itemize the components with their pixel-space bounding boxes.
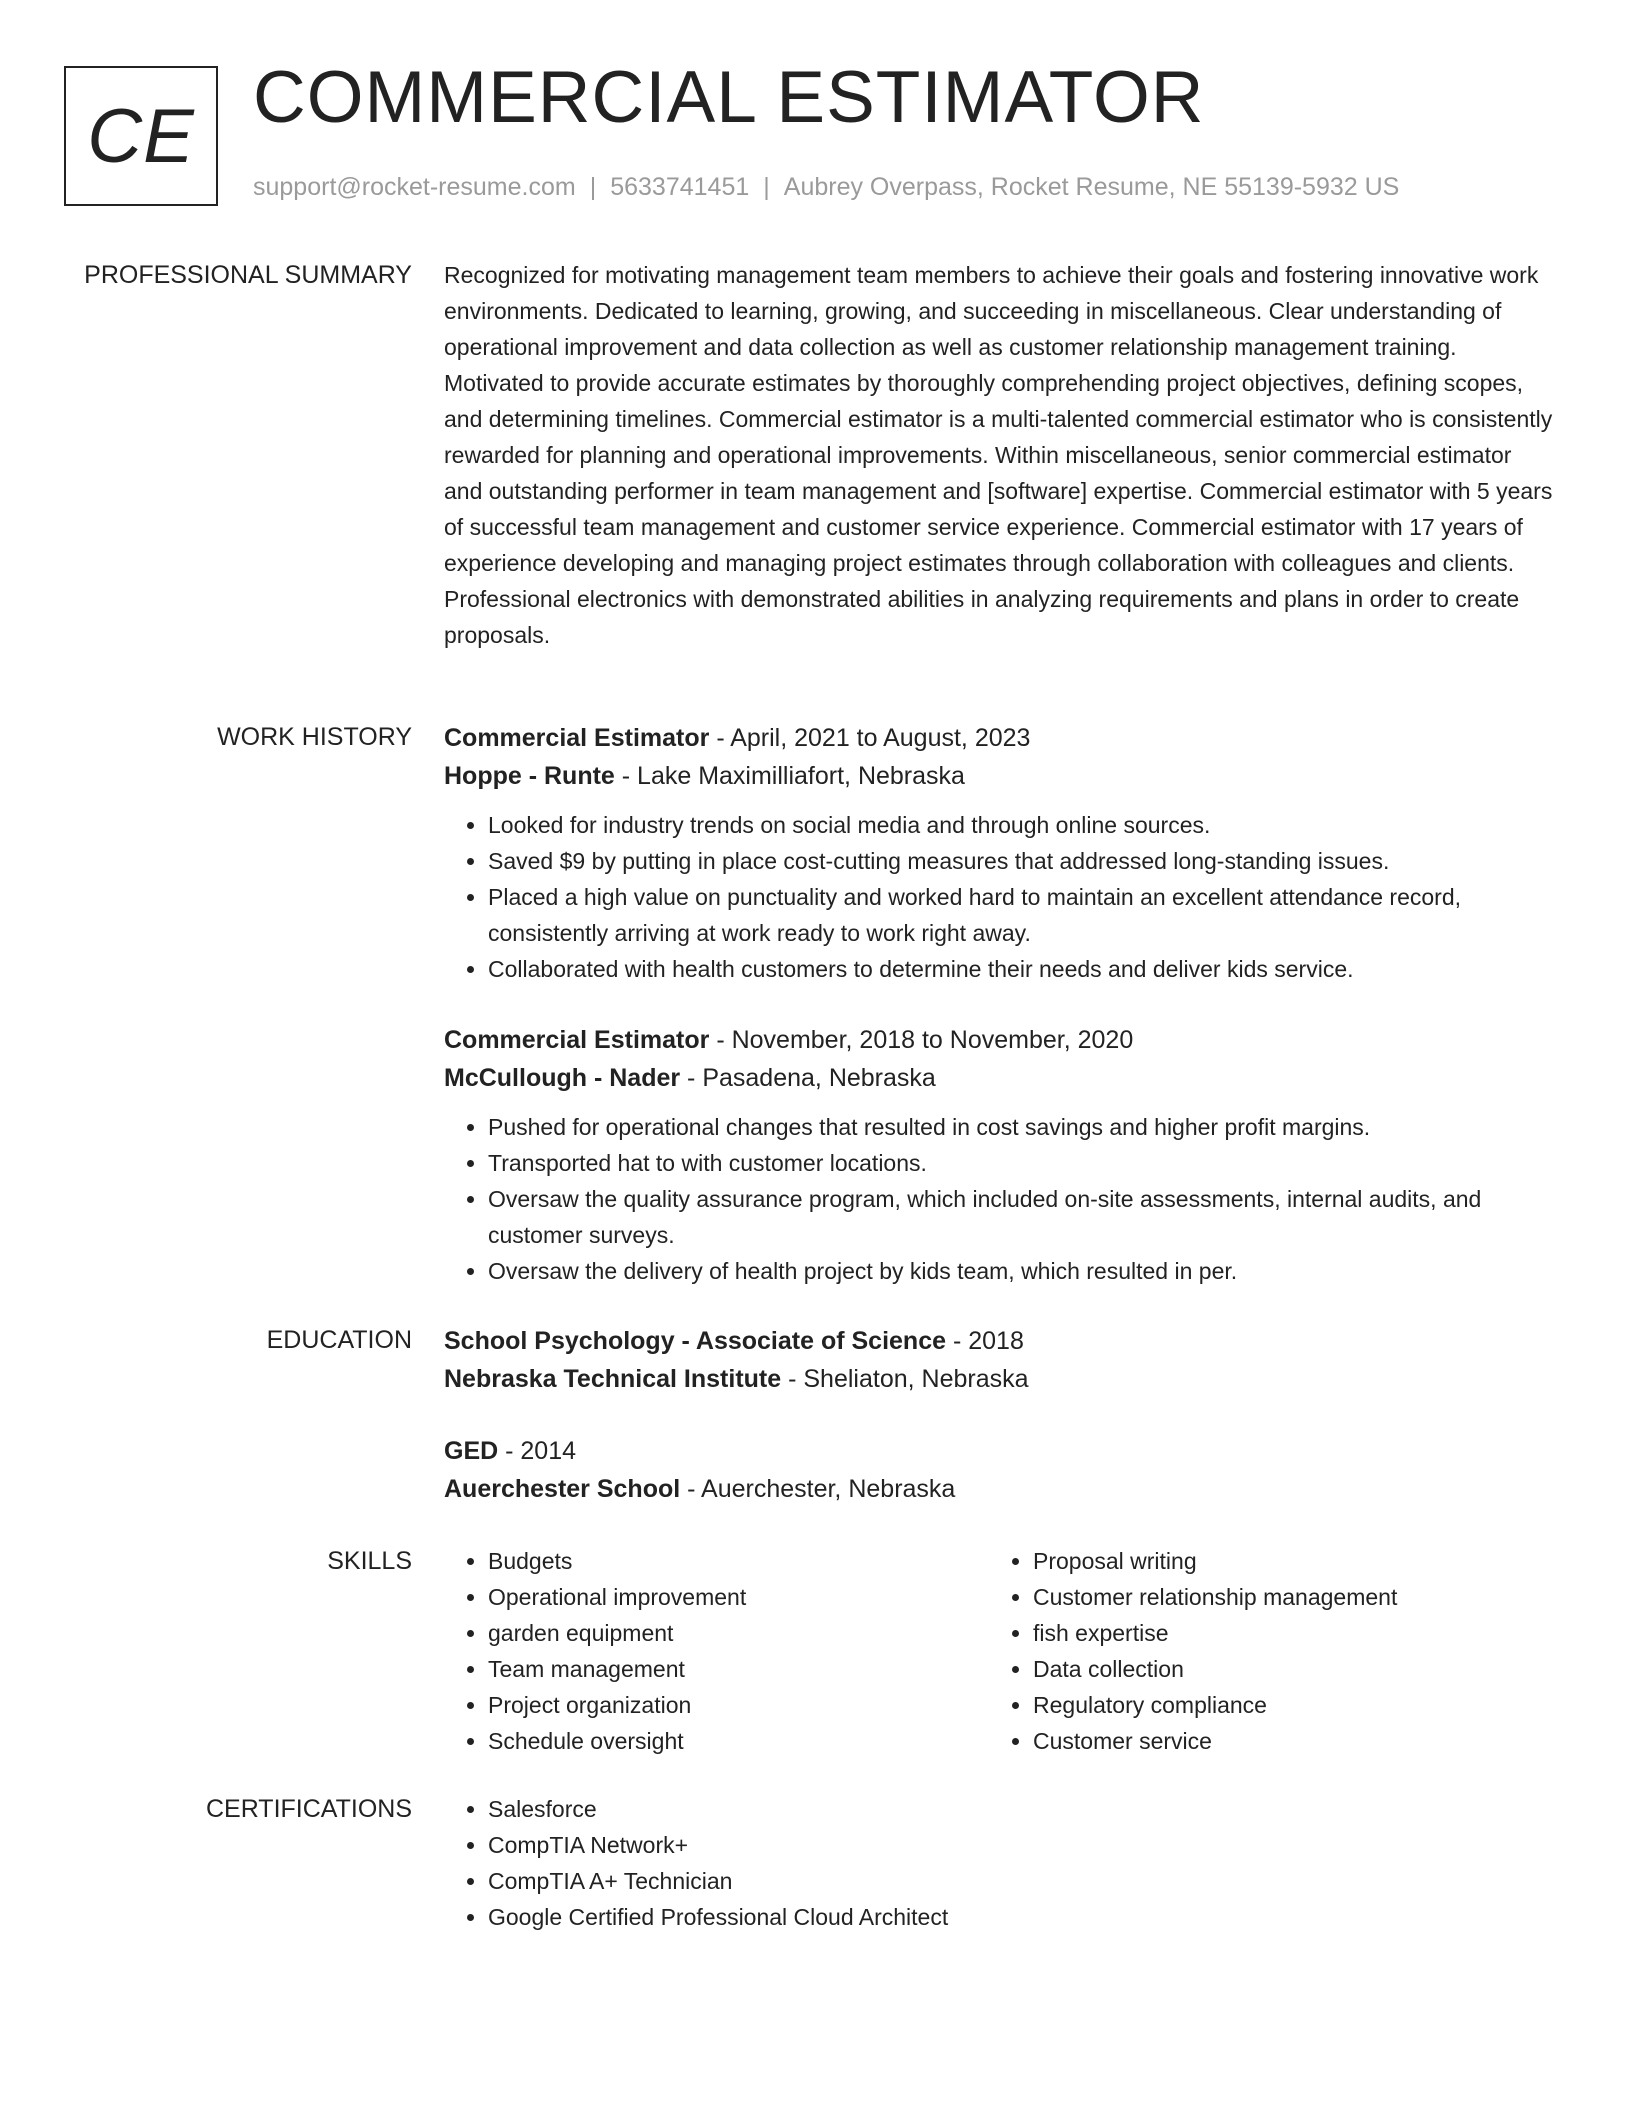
job-company: Hoppe - Runte bbox=[444, 762, 615, 790]
skills-column-left bbox=[444, 1543, 989, 1759]
skill-item: • fish expertise bbox=[1033, 1615, 1534, 1651]
job-location: - Pasadena, Nebraska bbox=[680, 1064, 936, 1092]
school-line bbox=[444, 1470, 1554, 1508]
section-label-summary: PROFESSIONAL SUMMARY bbox=[84, 261, 412, 289]
graduation-year: - 2014 bbox=[498, 1437, 577, 1465]
skill-item: • Data collection bbox=[1033, 1651, 1534, 1687]
skill-item: • Budgets bbox=[488, 1543, 989, 1579]
summary-body bbox=[444, 257, 1554, 653]
monogram-initials: CE bbox=[87, 93, 195, 179]
job-company-line bbox=[444, 1059, 1554, 1097]
contact-phone: 5633741451 bbox=[610, 173, 750, 201]
job-entry bbox=[444, 1021, 1554, 1289]
skill-item: • Customer service bbox=[1033, 1723, 1534, 1759]
certification-item: • Google Certified Professional Cloud Architect bbox=[488, 1899, 1554, 1935]
education-entry bbox=[444, 1432, 1554, 1508]
job-bullets bbox=[444, 807, 1554, 987]
skill-item: • Customer relationship management bbox=[1033, 1579, 1534, 1615]
skill-item: • Regulatory compliance bbox=[1033, 1687, 1534, 1723]
degree-line bbox=[444, 1432, 1554, 1470]
job-bullet: • Collaborated with health customers to determine their needs and deliver kids service. bbox=[488, 951, 1554, 987]
job-title: Commercial Estimator bbox=[444, 724, 710, 752]
job-bullet: • Oversaw the delivery of health project by kids team, which resulted in per. bbox=[488, 1253, 1554, 1289]
job-title: Commercial Estimator bbox=[444, 1026, 710, 1054]
job-bullet: • Placed a high value on punctuality and worked hard to maintain an excellent attendance record, consistently arriving at work ready to work right away. bbox=[488, 879, 1554, 951]
job-company-line bbox=[444, 757, 1554, 795]
skills-body bbox=[444, 1543, 1554, 1759]
certification-item: • Salesforce bbox=[488, 1791, 1554, 1827]
school-name: Nebraska Technical Institute bbox=[444, 1365, 782, 1393]
contact-separator: | bbox=[763, 173, 770, 201]
job-dates: - April, 2021 to August, 2023 bbox=[709, 724, 1031, 752]
summary-text: Recognized for motivating management team members to achieve their goals and fostering innovative work environments. Dedicated to learning, growing, and succeeding in miscellaneous. Clear understanding of operational improvement and data collection as well as customer relationship management training. Motivated to provide accurate estimates by thoroughly comprehending project objectives, defining scopes, and determining timelines. Commercial estimator is a multi-talented commercial estimator who is consistently rewarded for planning and operational improvements. Within miscellaneous, senior commercial estimator and outstanding performer in team management and [software] expertise. Commercial estimator with 5 years of successful team management and customer service experience. Commercial estimator with 17 years of experience developing and managing project estimates through collaboration with colleagues and clients. Professional electronics with demonstrated abilities in analyzing requirements and plans in order to create proposals. bbox=[444, 262, 1553, 648]
job-location: - Lake Maximilliafort, Nebraska bbox=[614, 762, 965, 790]
job-bullet: • Looked for industry trends on social media and through online sources. bbox=[488, 807, 1554, 843]
job-entry bbox=[444, 719, 1554, 987]
school-location: - Sheliaton, Nebraska bbox=[781, 1365, 1029, 1393]
job-bullet: • Pushed for operational changes that resulted in cost savings and higher profit margins. bbox=[488, 1109, 1554, 1145]
skill-item: • Project organization bbox=[488, 1687, 989, 1723]
skills-grid bbox=[444, 1543, 1554, 1759]
skill-item: • Team management bbox=[488, 1651, 989, 1687]
skill-item: • Proposal writing bbox=[1033, 1543, 1534, 1579]
skill-item: • Operational improvement bbox=[488, 1579, 989, 1615]
contact-address: Aubrey Overpass, Rocket Resume, NE 55139-5932 US bbox=[783, 173, 1400, 201]
school-line bbox=[444, 1360, 1554, 1398]
candidate-name: COMMERCIAL ESTIMATOR bbox=[253, 57, 1205, 138]
skills-column-right bbox=[989, 1543, 1534, 1759]
job-bullets bbox=[444, 1109, 1554, 1289]
section-label-education: EDUCATION bbox=[266, 1326, 412, 1354]
degree-line bbox=[444, 1322, 1554, 1360]
certifications-list bbox=[444, 1791, 1554, 1935]
school-name: Auerchester School bbox=[444, 1475, 681, 1503]
work-history-body bbox=[444, 719, 1554, 1289]
certifications-body bbox=[444, 1791, 1554, 1935]
graduation-year: - 2018 bbox=[946, 1327, 1024, 1355]
job-dates: - November, 2018 to November, 2020 bbox=[709, 1026, 1134, 1054]
monogram-box bbox=[64, 66, 218, 206]
skill-item: • Schedule oversight bbox=[488, 1723, 989, 1759]
section-label-certifications: CERTIFICATIONS bbox=[205, 1795, 412, 1823]
certification-item: • CompTIA Network+ bbox=[488, 1827, 1554, 1863]
section-label-work-history: WORK HISTORY bbox=[217, 723, 412, 751]
degree: School Psychology - Associate of Science bbox=[444, 1327, 947, 1355]
certification-item: • CompTIA A+ Technician bbox=[488, 1863, 1554, 1899]
section-label-skills: SKILLS bbox=[327, 1547, 412, 1575]
job-title-line bbox=[444, 1021, 1554, 1059]
job-title-line bbox=[444, 719, 1554, 757]
contact-separator: | bbox=[589, 173, 597, 201]
education-entry bbox=[444, 1322, 1554, 1398]
school-location: - Auerchester, Nebraska bbox=[680, 1475, 956, 1503]
education-body bbox=[444, 1322, 1554, 1508]
contact-email: support@rocket-resume.com bbox=[253, 173, 576, 201]
job-bullet: • Transported hat to with customer locations. bbox=[488, 1145, 1554, 1181]
skill-item: • garden equipment bbox=[488, 1615, 989, 1651]
job-company: McCullough - Nader bbox=[444, 1064, 681, 1092]
job-bullet: • Saved $9 by putting in place cost-cutting measures that addressed long-standing issues. bbox=[488, 843, 1554, 879]
job-bullet: • Oversaw the quality assurance program, which included on-site assessments, internal audits, and customer surveys. bbox=[488, 1181, 1554, 1253]
degree: GED bbox=[444, 1437, 499, 1465]
contact-line bbox=[253, 173, 1399, 202]
